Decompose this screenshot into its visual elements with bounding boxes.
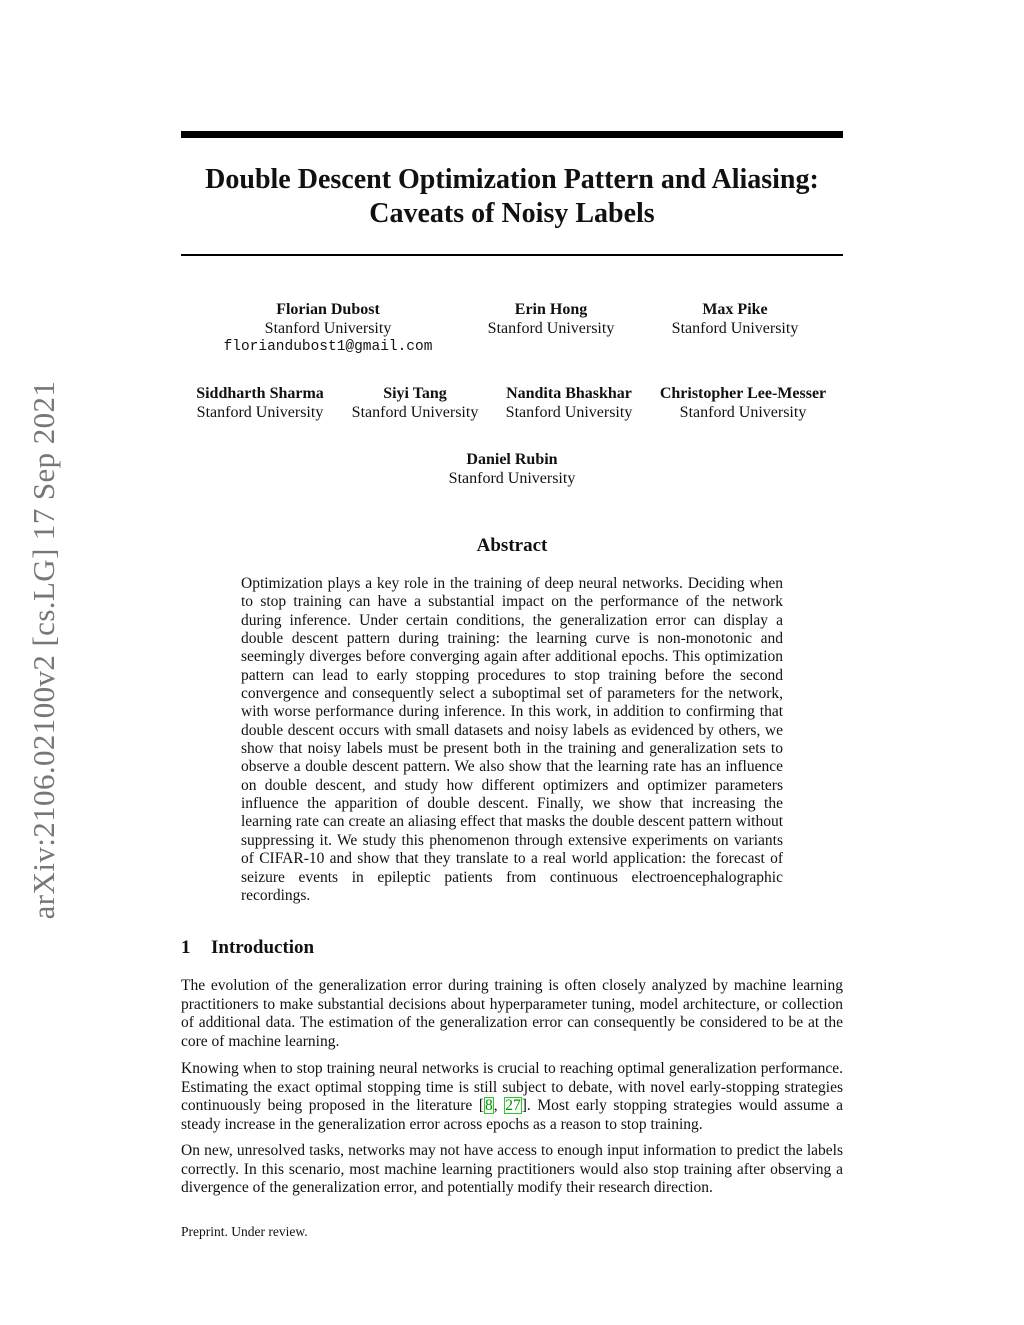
section-heading bbox=[181, 937, 843, 959]
paper-title bbox=[181, 163, 843, 231]
section-title: Introduction bbox=[211, 937, 315, 958]
author-email[interactable]: floriandubost1@gmail.com bbox=[223, 339, 433, 355]
author-affiliation: Stanford University bbox=[264, 320, 392, 337]
author-block bbox=[218, 300, 438, 357]
author-name: Nandita Bhaskhar bbox=[506, 385, 632, 402]
title-bottom-rule bbox=[181, 254, 843, 256]
author-affiliation: Stanford University bbox=[196, 404, 324, 421]
intro-paragraph-1: The evolution of the generalization error during training is often closely analyzed by machine learning practitioners to make substantial decisions about hyperparameter tuning, model architecture, or collection of additional data. The estimation of the generalization error can consequently be considered to be at the core of machine learning. bbox=[181, 977, 843, 1050]
author-block bbox=[471, 300, 631, 338]
intro-paragraph-2 bbox=[181, 1060, 843, 1134]
author-block bbox=[340, 384, 490, 422]
arxiv-identifier-text: arXiv:2106.02100v2 [cs.LG] 17 Sep 2021 bbox=[26, 380, 61, 920]
author-affiliation: Stanford University bbox=[505, 404, 633, 421]
intro-paragraph-3: On new, unresolved tasks, networks may not have access to enough input information to predict the labels correctly. In this scenario, most machine learning practitioners would also stop training after observing a divergence of the generalization error, and potentially modify their research direction. bbox=[181, 1142, 843, 1196]
author-name: Max Pike bbox=[702, 301, 768, 318]
author-affiliation: Stanford University bbox=[351, 404, 479, 421]
section-number: 1 bbox=[181, 937, 191, 958]
title-top-rule bbox=[181, 131, 843, 138]
author-block bbox=[494, 384, 644, 422]
preprint-footnote: Preprint. Under review. bbox=[181, 1224, 308, 1239]
title-line-1: Double Descent Optimization Pattern and Aliasing: bbox=[205, 164, 819, 195]
author-name: Florian Dubost bbox=[276, 301, 380, 318]
citation-link[interactable]: 8 bbox=[485, 1097, 493, 1114]
author-affiliation: Stanford University bbox=[671, 320, 799, 337]
author-block bbox=[432, 450, 592, 488]
author-affiliation: Stanford University bbox=[448, 470, 576, 487]
paragraph-text: Knowing when to stop training neural networks is crucial to reaching optimal generalization performance. Estimating the exact optimal stopping time is still subject to debate, with novel early-stopping strategies continuously being proposed in the literature [ bbox=[181, 1060, 843, 1114]
author-name: Christopher Lee-Messer bbox=[659, 385, 827, 402]
author-affiliation: Stanford University bbox=[679, 404, 807, 421]
abstract-heading: Abstract bbox=[476, 535, 548, 556]
author-block bbox=[655, 300, 815, 338]
author-block bbox=[648, 384, 838, 422]
author-block bbox=[185, 384, 335, 422]
author-affiliation: Stanford University bbox=[487, 320, 615, 337]
citation-link[interactable]: 27 bbox=[505, 1097, 521, 1114]
abstract-text: Optimization plays a key role in the training of deep neural networks. Deciding when to stop training can have a substantial impact on the performance of the network during inference. Under certain conditions, the generalization error can display a double descent pattern during training: the learning curve is non-monotonic and seemingly diverges before converging again after additional epochs. This optimization pattern can lead to early stopping procedures to stop training before the second convergence and consequently select a suboptimal set of parameters for the network, with worse performance during inference. In this work, in addition to confirming that double descent occurs with small datasets and noisy labels as evidenced by others, we show that noisy labels must be present both in the training and generalization sets to observe a double descent pattern. We also show that the learning rate has an influence on double descent, and study how different optimizers and optimizer parameters influence the apparition of double descent. Finally, we show that increasing the learning rate can create an aliasing effect that masks the double descent pattern without suppressing it. We study this phenomenon through extensive experiments on variants of CIFAR-10 and show that they translate to a real world application: the forecast of seizure events in epileptic patients from continuous electroencephalographic recordings. bbox=[241, 575, 783, 904]
author-name: Daniel Rubin bbox=[466, 451, 558, 468]
paragraph-text: , bbox=[493, 1097, 505, 1114]
author-name: Siyi Tang bbox=[383, 385, 447, 402]
title-line-2: Caveats of Noisy Labels bbox=[369, 198, 655, 229]
author-name: Erin Hong bbox=[514, 301, 588, 318]
author-name: Siddharth Sharma bbox=[196, 385, 324, 402]
paragraph-text: ]. Most early stopping strategies would assume a steady increase in the generalization error across epochs as a reason to stop training. bbox=[181, 1097, 844, 1133]
